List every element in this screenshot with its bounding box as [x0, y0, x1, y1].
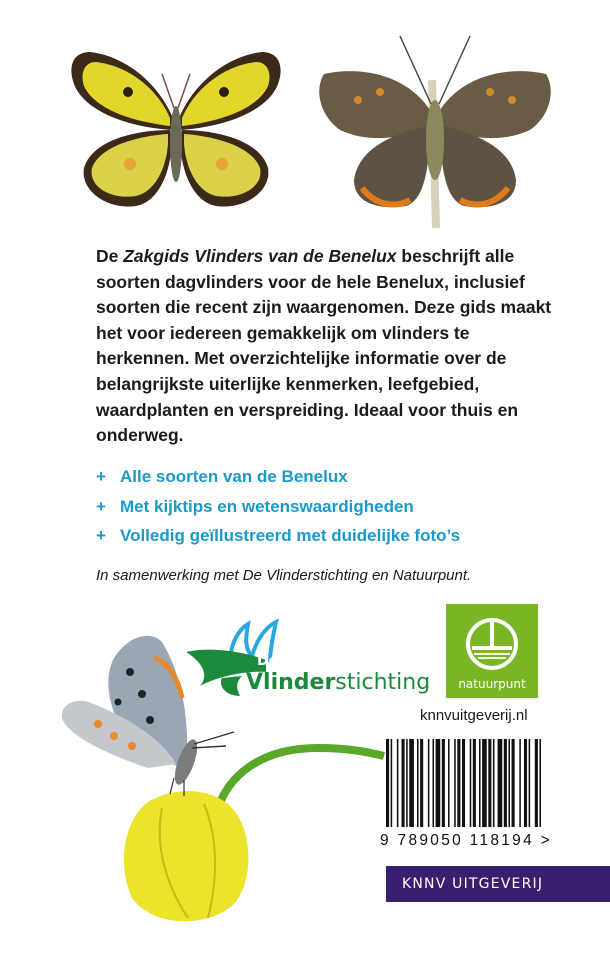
- barcode-bar: [409, 739, 414, 827]
- barcode-bar: [535, 739, 538, 827]
- feature-text: Alle soorten van de Benelux: [120, 467, 348, 486]
- vlinderstichting-wordmark: [246, 670, 430, 695]
- feature-item: [96, 492, 566, 522]
- copper-butterfly-photo: [310, 30, 560, 230]
- partnership-note: In samenwerking met De Vlinderstichting en Natuurpunt.: [96, 567, 472, 584]
- feature-text: Met kijktips en wetenswaardigheden: [120, 496, 414, 516]
- vlinderstichting-de-label: De: [257, 653, 279, 669]
- barcode-bar: [402, 739, 405, 827]
- barcode-bar: [462, 739, 465, 827]
- description-text-body: beschrijft alle soorten dagvlinders voor de hele Benelux, inclusief soorten die recent zijn waargenomen. Deze gids maakt het voor iedereen gemakkelijk om vlinders te herkennen. Met overzichtelijke informatie over de belangrijkste uiterlijke kenmerken, leefgebied, waardplanten en verspreiding. Ideaal voor thuis en onderweg.: [96, 246, 552, 446]
- plus-icon: +: [96, 526, 106, 545]
- natuurpunt-label: natuurpunt: [458, 677, 526, 691]
- barcode-bar: [417, 739, 419, 827]
- feature-text: Volledig geïllustreerd met duidelijke foto’s: [120, 526, 461, 545]
- barcode-bar: [512, 739, 515, 827]
- barcode-bar: [508, 739, 510, 827]
- barcode-bar: [498, 739, 503, 827]
- barcode-bar: [386, 739, 389, 827]
- barcode-bar: [482, 739, 487, 827]
- barcode-bar: [470, 739, 472, 827]
- barcode-bar: [529, 739, 531, 827]
- isbn-number: 9 789050 118194 >: [380, 832, 552, 849]
- barcode-bar: [493, 739, 495, 827]
- barcode-bar: [519, 739, 521, 827]
- publisher-website: knnvuitgeverij.nl: [420, 707, 528, 724]
- plus-icon: +: [96, 467, 106, 486]
- barcode-bar: [448, 739, 450, 827]
- barcode: [386, 739, 584, 827]
- barcode-bar: [406, 739, 408, 827]
- publisher-banner: KNNV UITGEVERIJ: [386, 866, 610, 902]
- barcode-bar: [479, 739, 481, 827]
- barcode-bar: [397, 739, 399, 827]
- vlinderstichting-wordmark-bold: Vlinder: [246, 670, 336, 695]
- description-text-start: De: [96, 246, 124, 266]
- book-description: [96, 244, 556, 449]
- plus-icon: +: [96, 496, 106, 516]
- feature-item: [96, 462, 566, 492]
- barcode-bar: [473, 739, 476, 827]
- feature-item: [96, 521, 566, 551]
- feature-list: [96, 462, 566, 551]
- barcode-bar: [488, 739, 491, 827]
- barcode-bar: [524, 739, 527, 827]
- clouded-yellow-butterfly-photo: [66, 44, 286, 214]
- barcode-bar: [433, 739, 435, 827]
- book-title: Zakgids Vlinders van de Benelux: [123, 246, 397, 266]
- barcode-bar: [442, 739, 445, 827]
- barcode-bar: [454, 739, 456, 827]
- vlinderstichting-wordmark-light: stichting: [335, 670, 431, 695]
- barcode-bar: [428, 739, 430, 827]
- barcode-bar: [420, 739, 423, 827]
- barcode-bar: [436, 739, 441, 827]
- barcode-bar: [539, 739, 541, 827]
- barcode-bar: [457, 739, 460, 827]
- barcode-bar: [391, 739, 393, 827]
- barcode-bar: [504, 739, 507, 827]
